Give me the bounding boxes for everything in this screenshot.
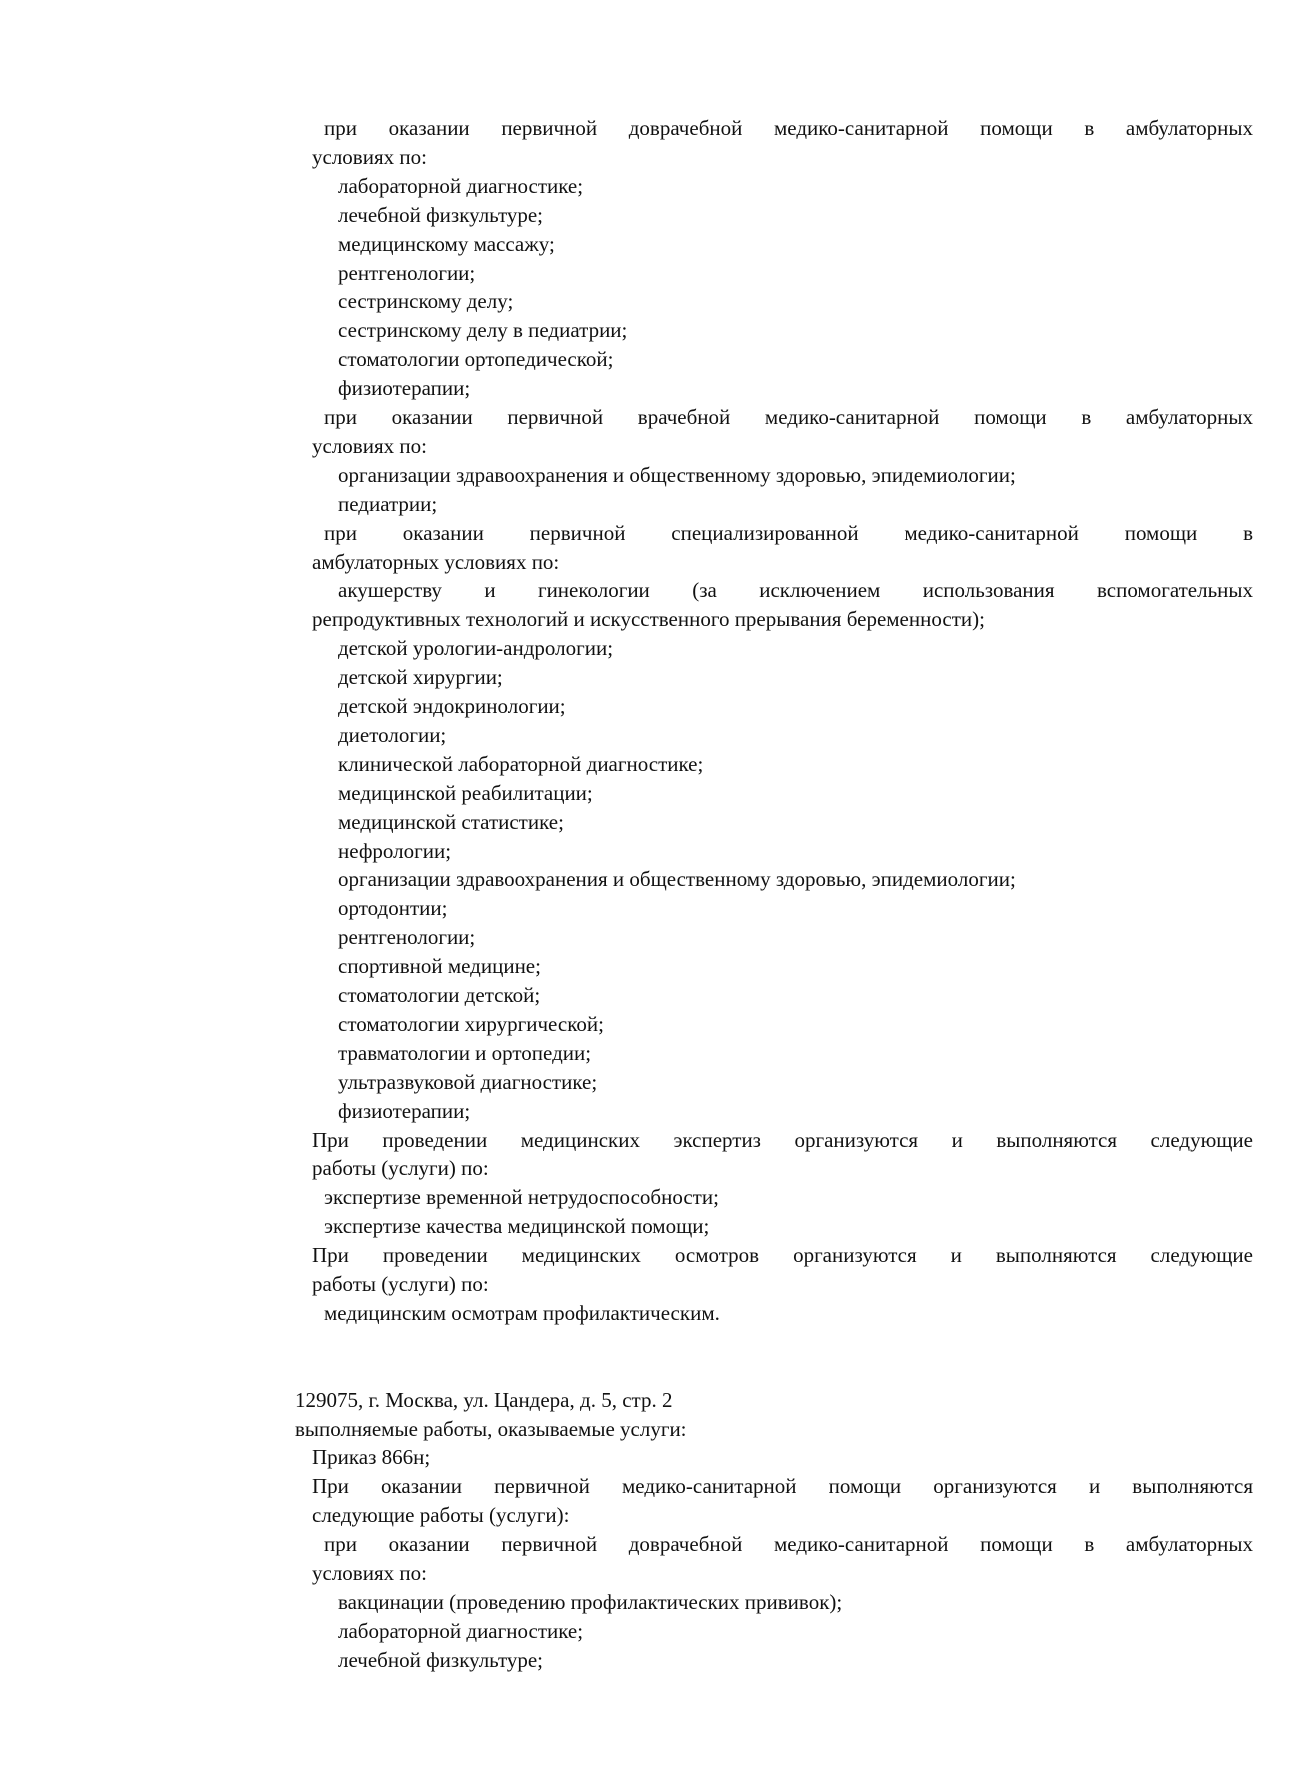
text-line: при оказании первичной доврачебной медико-санитарной помощи в амбулаторных <box>324 116 1253 140</box>
text-line: при оказании первичной доврачебной медико-санитарной помощи в амбулаторных <box>324 1532 1253 1557</box>
text-line: амбулаторных условиях по: <box>312 549 560 574</box>
text-line: следующие работы (услуги): <box>312 1503 570 1528</box>
text-line: диетологии; <box>338 722 447 747</box>
text-line: физиотерапии; <box>338 1098 471 1123</box>
text-line: лабораторной диагностике; <box>338 1618 584 1643</box>
text-line: 129075, г. Москва, ул. Цандера, д. 5, стр. 2 <box>295 1387 673 1412</box>
text-line: условиях по: <box>312 1561 427 1585</box>
text-line: детской эндокринологии; <box>338 694 566 718</box>
text-line: При проведении медицинских осмотров организуются и выполняются следующие <box>312 1243 1253 1268</box>
text-line: лечебной физкультуре; <box>338 1647 544 1672</box>
text-line: условиях по: <box>312 433 427 458</box>
text-line: медицинской статистике; <box>338 809 564 834</box>
text-line: При проведении медицинских экспертиз организуются и выполняются следующие <box>312 1127 1253 1152</box>
text-line: сестринскому делу; <box>338 289 514 314</box>
text-line: медицинской реабилитации; <box>338 780 593 805</box>
text-line: стоматологии ортопедической; <box>338 347 614 372</box>
text-line: при оказании первичной врачебной медико-санитарной помощи в амбулаторных <box>324 405 1253 429</box>
text-line: Приказ 866н; <box>312 1445 431 1470</box>
text-line: рентгенологии; <box>338 925 476 950</box>
text-line: рентгенологии; <box>338 260 476 285</box>
text-line: При оказании первичной медико-санитарной помощи организуются и выполняются <box>312 1474 1253 1499</box>
text-line: физиотерапии; <box>338 376 471 401</box>
text-line: травматологии и ортопедии; <box>338 1040 592 1065</box>
text-line: экспертизе качества медицинской помощи; <box>324 1214 710 1239</box>
text-line: организации здравоохранения и общественному здоровью, эпидемиологии; <box>338 462 1016 487</box>
text-line: ортодонтии; <box>338 896 448 921</box>
text-line: стоматологии хирургической; <box>338 1011 604 1036</box>
text-line: педиатрии; <box>338 491 438 516</box>
text-line: стоматологии детской; <box>338 983 541 1007</box>
text-line: сестринскому делу в педиатрии; <box>338 318 628 343</box>
text-line: медицинскому массажу; <box>338 231 555 256</box>
text-line: акушерству и гинекологии (за исключением использования вспомогательных <box>338 578 1253 603</box>
text-line: клинической лабораторной диагностике; <box>338 751 704 776</box>
text-line: при оказании первичной специализированной медико-санитарной помощи в <box>324 520 1253 545</box>
text-line: работы (услуги) по: <box>312 1156 489 1181</box>
text-line: условиях по: <box>312 144 427 169</box>
text-line: детской хирургии; <box>338 665 503 690</box>
text-line: выполняемые работы, оказываемые услуги: <box>295 1416 687 1441</box>
text-line: спортивной медицине; <box>338 954 541 979</box>
text-line: репродуктивных технологий и искусственного прерывания беременности); <box>312 607 985 632</box>
text-line: организации здравоохранения и общественному здоровью, эпидемиологии; <box>338 867 1016 892</box>
text-line: лечебной физкультуре; <box>338 202 544 227</box>
text-line: экспертизе временной нетрудоспособности; <box>324 1185 719 1210</box>
text-line: лабораторной диагностике; <box>338 173 584 198</box>
text-line: детской урологии-андрологии; <box>338 636 614 661</box>
text-line: медицинским осмотрам профилактическим. <box>324 1300 720 1325</box>
text-line: ультразвуковой диагностике; <box>338 1069 598 1094</box>
text-line: работы (услуги) по: <box>312 1272 489 1296</box>
text-line: нефрологии; <box>338 838 452 863</box>
text-line: вакцинации (проведению профилактических прививок); <box>338 1589 843 1614</box>
